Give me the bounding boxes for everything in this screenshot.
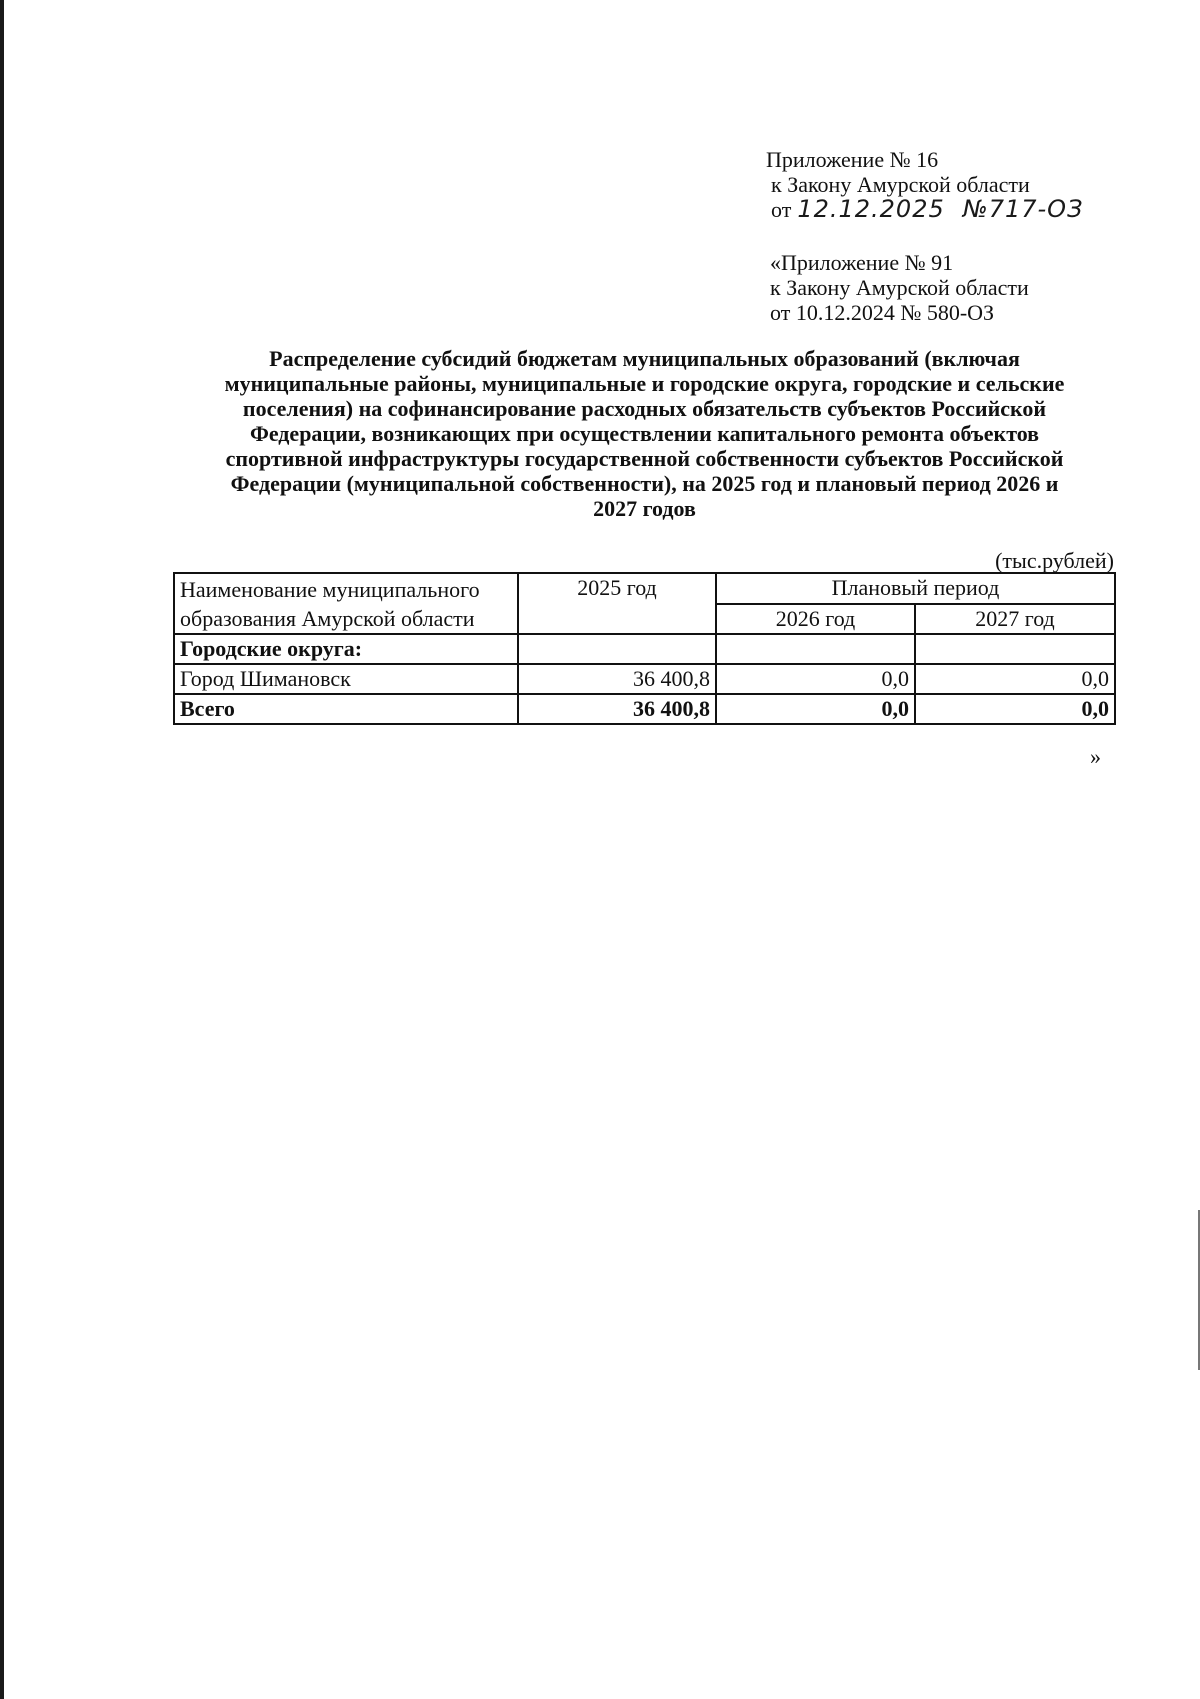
closing-quote: » xyxy=(1090,744,1101,769)
total-value-2027: 0,0 xyxy=(915,694,1115,724)
total-value-2025: 36 400,8 xyxy=(518,694,716,724)
header-municipality-name xyxy=(174,573,518,634)
appendix-number: Приложение № 16 xyxy=(766,147,939,172)
amended-date-line: от 10.12.2024 № 580-ОЗ xyxy=(770,300,995,325)
title-line: поселения) на софинансирование расходных обязательств субъектов Российской xyxy=(242,396,1047,421)
group-empty-cell xyxy=(716,634,915,664)
header-name-line1: Наименование муниципального xyxy=(180,577,480,602)
appendix-date-line xyxy=(766,197,1083,222)
row-municipality-name: Город Шимановск xyxy=(174,664,518,694)
header-year-2026: 2026 год xyxy=(716,604,915,635)
appendix-law-ref: к Закону Амурской области xyxy=(771,172,1030,197)
row-value-2027: 0,0 xyxy=(915,664,1115,694)
table-group-row xyxy=(174,634,1115,664)
date-prefix: от xyxy=(771,197,792,222)
title-line: муниципальные районы, муниципальные и городские округа, городские и сельские xyxy=(224,371,1065,396)
group-label: Городские округа: xyxy=(174,634,518,664)
total-value-2026: 0,0 xyxy=(716,694,915,724)
title-line: спортивной инфраструктуры государственной собственности субъектов Российской xyxy=(225,446,1064,471)
total-label: Всего xyxy=(174,694,518,724)
table-total-row xyxy=(174,694,1115,724)
title-line: 2027 годов xyxy=(593,496,696,521)
group-empty-cell xyxy=(915,634,1115,664)
header-year-2025: 2025 год xyxy=(518,573,716,634)
row-value-2025: 36 400,8 xyxy=(518,664,716,694)
appendix-header xyxy=(766,147,1083,222)
header-name-line2: образования Амурской области xyxy=(180,606,475,631)
amended-law-ref: к Закону Амурской области xyxy=(770,275,1029,300)
title-line: Федерации (муниципальной собственности), на 2025 год и плановый период 2026 и xyxy=(230,471,1059,496)
group-empty-cell xyxy=(518,634,716,664)
amended-appendix-header xyxy=(770,250,1029,325)
handwritten-date: 12.12.2025 xyxy=(797,195,945,223)
title-line: Федерации, возникающих при осуществлении капитального ремонта объектов xyxy=(249,421,1040,446)
document-title xyxy=(172,346,1117,521)
amended-appendix-number: «Приложение № 91 xyxy=(770,250,954,275)
row-value-2026: 0,0 xyxy=(716,664,915,694)
header-planned-period: Плановый период xyxy=(716,573,1115,604)
table-row xyxy=(174,664,1115,694)
table-header-row xyxy=(174,573,1115,604)
scan-edge-left xyxy=(0,0,4,1699)
header-year-2027: 2027 год xyxy=(915,604,1115,635)
distribution-table xyxy=(173,572,1116,725)
title-line: Распределение субсидий бюджетам муниципальных образований (включая xyxy=(269,346,1020,371)
handwritten-number: №717-ОЗ xyxy=(962,195,1084,223)
units-label: (тыс.рублей) xyxy=(995,548,1114,573)
